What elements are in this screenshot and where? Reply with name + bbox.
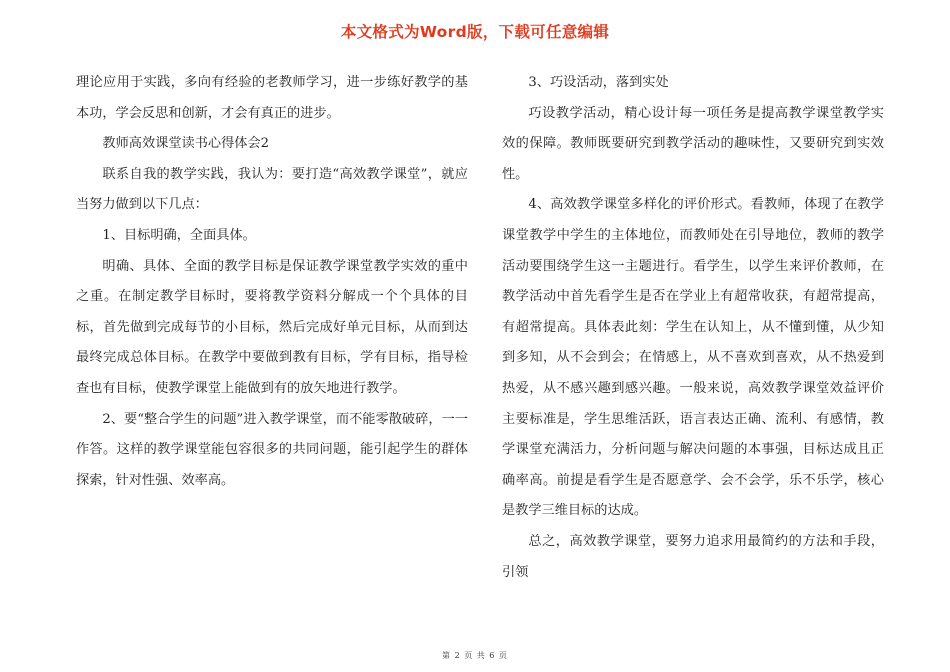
right-column [502,68,884,588]
point-1-heading: 1、目标明确，全面具体。 [102,227,256,243]
paragraph-continuation: 理论应用于实践，多向有经验的老教师学习，进一步练好教学的基本功，学会反思和创新，才会有真正的进步。 [76,75,468,121]
point-3-heading: 3、巧设活动，落到实处 [528,75,669,90]
point-4-body: 4、高效教学课堂多样化的评价形式。看教师，体现了在教学课堂教学中学生的主体地位，而教师处在引导地位，教师的教学活动要围绕学生这一主题进行。看学生，以学生来评价教师，在教学活动中首先看学生是否在学业上有超常收获，有超常提高，有超常提高。具体表此刻：学生在认知上，从不懂到懂，从少知到多知，从不会到会；在情感上，从不喜欢到喜欢，从不热爱到热爱，从不感兴趣到感兴趣。一般来说，高效教学课堂效益评价主要标准是，学生思维活跃，语言表达正确、流利、有感情，教学课堂充满活力，分析问题与解决问题的本事强，目标达成且正确率高。前提是看学生是否愿意学、会不会学，乐不乐学，核心是教学三维目标的达成。 [502,197,884,519]
page-number: 第 2 页 共 6 页 [442,651,508,660]
point-3-body: 巧设教学活动，精心设计每一项任务是提高教学课堂教学实效的保障。教师既要研究到教学活动的趣味性，又要研究到实效性。 [502,105,884,182]
point-1-body: 明确、具体、全面的教学目标是保证教学课堂教学实效的重中之重。在制定教学目标时，要将教学资料分解成一个个具体的目标，首先做到完成每节的小目标，然后完成好单元目标，从而到达最终完成总体目标。在教学中要做到教有目标，学有目标，指导检查也有目标，使教学课堂上能做到有的放矢地进行教学。 [76,258,468,396]
paragraph-intro: 联系自我的教学实践，我认为：要打造“高效教学课堂”，就应当努力做到以下几点： [76,166,468,213]
point-2-body: 2、要“整合学生的问题”进入教学课堂，而不能零散破碎，一一作答。这样的教学课堂能包容很多的共同问题，能引起学生的群体探索，针对性强、效率高。 [76,411,468,488]
conclusion-paragraph: 总之，高效教学课堂，要努力追求用最简约的方法和手段，引领 [502,533,884,580]
document-banner: 本文格式为Word版，下载可任意编辑 [340,23,610,41]
left-column [76,68,468,496]
section-heading: 教师高效课堂读书心得体会2 [102,136,270,152]
